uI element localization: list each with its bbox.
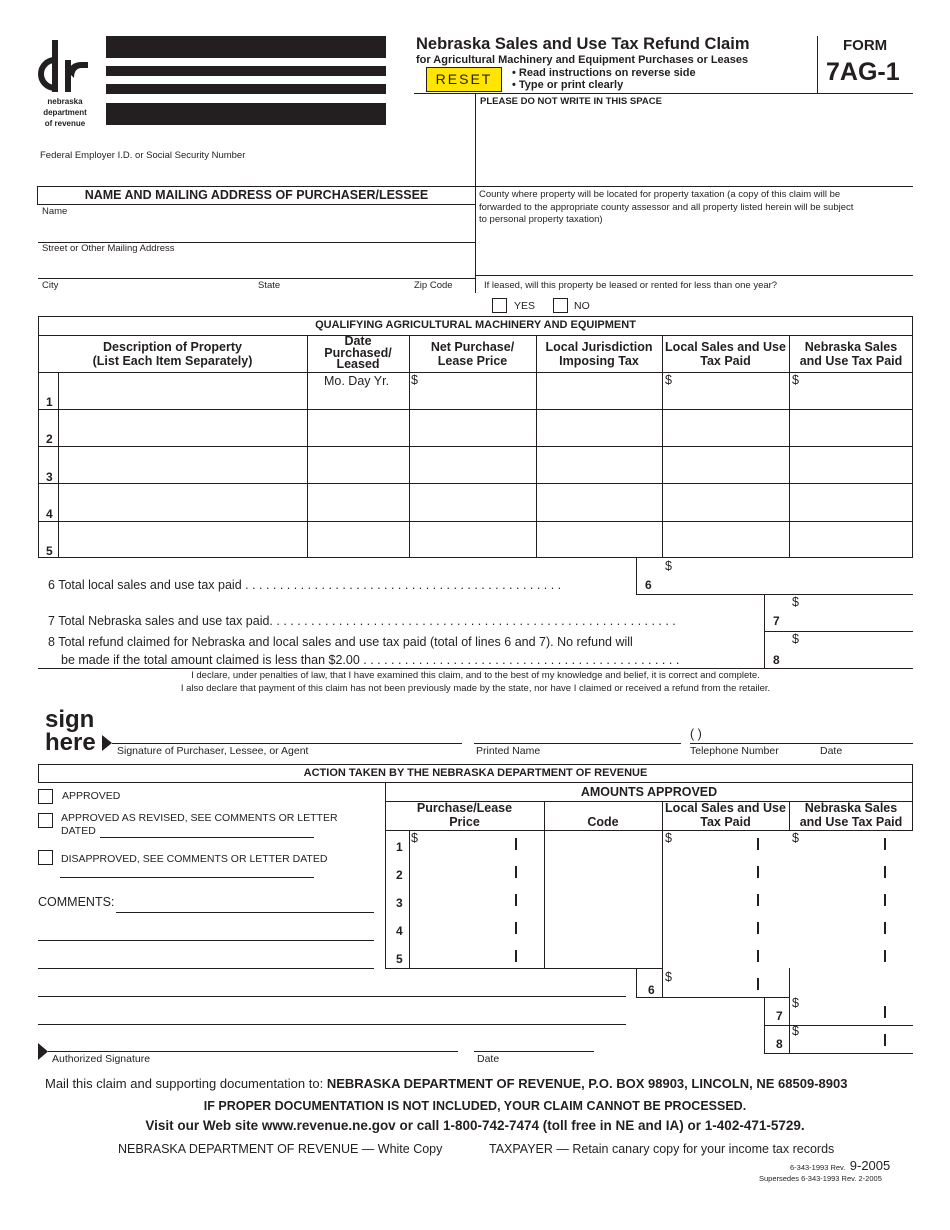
yes-label: YES <box>514 300 536 312</box>
row-number: 4 <box>46 507 53 521</box>
declaration: I declare, under penalties of law, that I have examined this claim, and to the best of my knowledge and belief, it is correct and complete. I also declare that payment of this claim has not been previously made by the state, nor have I claimed or received a refund from the retailer. <box>180 670 771 694</box>
fein-label: Federal Employer I.D. or Social Security Number <box>40 150 246 161</box>
office-use-notice: PLEASE DO NOT WRITE IN THIS SPACE <box>480 96 662 107</box>
comments-label: COMMENTS: <box>38 895 115 909</box>
documentation-warning: IF PROPER DOCUMENTATION IS NOT INCLUDED, YOUR CLAIM CANNOT BE PROCESSED. <box>203 1099 747 1113</box>
arrow-right-icon <box>38 1043 48 1060</box>
signature-field[interactable] <box>116 722 456 742</box>
row-number: 3 <box>396 896 403 910</box>
white-copy-note: NEBRASKA DEPARTMENT OF REVENUE — White Copy <box>118 1142 443 1156</box>
line7-number: 7 <box>776 1009 783 1023</box>
line7-label: 7 Total Nebraska sales and use tax paid. . . . . . . . . . . . . . . . . . . . . . . . . . . . . . . . . . . . . . . . . . . . . . . . . . . . . . . . . . . <box>48 614 676 628</box>
website-contact: Visit our Web site www.revenue.ne.gov or call 1-800-742-7474 (toll free in NE and IA) or 1-402-471-5729. <box>145 1118 805 1133</box>
col-local-approved: Local Sales and Use Tax Paid <box>665 801 786 829</box>
line6-label: 6 Total local sales and use tax paid . . . . . . . . . . . . . . . . . . . . . . . . . . . . . . . . . . . . . . . . . . . . . . <box>48 578 562 592</box>
amounts-approved-title: AMOUNTS APPROVED <box>580 785 718 799</box>
sign-here-label: sign here <box>45 706 96 756</box>
row-number: 3 <box>46 470 53 484</box>
dollar-sign: $ <box>665 970 672 984</box>
canary-copy-note: TAXPAYER — Retain canary copy for your income tax records <box>489 1142 835 1156</box>
col-date: Date Purchased/ Leased <box>324 334 392 371</box>
name-section-title: NAME AND MAILING ADDRESS OF PURCHASER/LESSEE <box>84 188 429 202</box>
col-nebraska-approved: Nebraska Sales and Use Tax Paid <box>799 801 903 829</box>
dollar-sign: $ <box>792 373 799 387</box>
street-field[interactable] <box>42 255 472 277</box>
dollar-sign: $ <box>665 559 672 573</box>
dollar-sign: $ <box>411 831 418 845</box>
dollar-sign: $ <box>665 831 672 845</box>
dollar-sign: $ <box>792 595 799 609</box>
form-label: FORM <box>843 37 888 54</box>
phone-parens: ( ) <box>690 727 702 741</box>
row-number: 5 <box>46 544 53 558</box>
telephone-label: Telephone Number <box>690 745 779 757</box>
dollar-sign: $ <box>792 831 799 845</box>
county-field[interactable] <box>479 230 909 270</box>
authorized-date-label: Date <box>477 1053 500 1065</box>
instruction-bullet: • Type or print clearly <box>512 79 624 91</box>
approved-label: APPROVED <box>62 790 121 802</box>
name-label: Name <box>42 206 68 217</box>
row-number: 2 <box>46 432 53 446</box>
reset-button[interactable]: RESET <box>426 67 502 92</box>
zip-field[interactable] <box>414 293 474 313</box>
dollar-sign: $ <box>665 373 672 387</box>
line8-number: 8 <box>773 653 780 667</box>
line8-label-cont: be made if the total amount claimed is less than $2.00 . . . . . . . . . . . . . . . . . . . . . . . . . . . . . . . . . . . . . . . . . . . . . . <box>61 653 680 667</box>
col-net-price: Net Purchase/ Lease Price <box>430 340 515 368</box>
city-label: City <box>42 280 59 291</box>
dr-logo-icon <box>38 38 90 94</box>
row-number: 4 <box>396 924 403 938</box>
redaction-bar <box>106 36 386 58</box>
fein-field[interactable] <box>40 162 470 182</box>
yes-checkbox[interactable] <box>492 298 507 313</box>
dollar-sign: $ <box>792 632 799 646</box>
redaction-bar <box>106 103 386 125</box>
row-number: 5 <box>396 952 403 966</box>
instruction-bullet: • Read instructions on reverse side <box>512 67 696 79</box>
line7-number: 7 <box>773 614 780 628</box>
telephone-field[interactable] <box>748 722 808 742</box>
state-label: State <box>258 280 281 291</box>
signature-label: Signature of Purchaser, Lessee, or Agent <box>117 745 309 757</box>
form-number: 7AG-1 <box>826 58 900 86</box>
zip-label: Zip Code <box>414 280 453 291</box>
col-purchase-price: Purchase/Lease Price <box>416 801 513 829</box>
line6-number: 6 <box>645 578 652 592</box>
county-instructions: County where property will be located for property taxation (a copy of this claim will be forwarded to the appropriate county assessor and all property listed herein will be subject to personal property taxation) <box>479 189 854 225</box>
col-code: Code <box>587 815 619 829</box>
form-subtitle: for Agricultural Machinery and Equipment Purchases or Leases <box>416 54 749 66</box>
date-format-hint: Mo. Day Yr. <box>324 374 390 388</box>
department-name: nebraska department of revenue <box>43 97 87 128</box>
date-field[interactable] <box>820 722 910 742</box>
row-number: 1 <box>396 840 403 854</box>
approved-checkbox[interactable] <box>38 789 53 804</box>
approved-revised-label: APPROVED AS REVISED, SEE COMMENTS OR LETTER DATED <box>61 812 338 837</box>
printed-name-label: Printed Name <box>476 745 541 757</box>
row-number: 1 <box>46 395 53 409</box>
city-field[interactable] <box>42 293 242 313</box>
arrow-right-icon <box>102 735 112 751</box>
dollar-sign: $ <box>411 373 418 387</box>
dollar-sign: $ <box>792 1024 799 1038</box>
dor-logo <box>38 38 90 94</box>
name-field[interactable] <box>42 218 472 240</box>
disapproved-label: DISAPPROVED, SEE COMMENTS OR LETTER DATED <box>61 853 328 865</box>
approved-revised-checkbox[interactable] <box>38 813 53 828</box>
mail-instruction: Mail this claim and supporting documentation to: NEBRASKA DEPARTMENT OF REVENUE, P.O. BOX 98903, LINCOLN, NE 68509-8903 <box>45 1076 848 1091</box>
redaction-bar <box>106 84 386 94</box>
street-label: Street or Other Mailing Address <box>42 243 175 254</box>
qualifying-title: QUALIFYING AGRICULTURAL MACHINERY AND EQUIPMENT <box>315 319 636 331</box>
no-label: NO <box>574 300 590 312</box>
revision-info: 6-343-1993 Rev. 9-2005 <box>790 1158 891 1173</box>
dollar-sign: $ <box>792 996 799 1010</box>
supersedes-info: Supersedes 6-343-1993 Rev. 2-2005 <box>759 1174 882 1183</box>
line6-number: 6 <box>648 983 655 997</box>
date-label: Date <box>820 745 843 757</box>
disapproved-checkbox[interactable] <box>38 850 53 865</box>
action-title: ACTION TAKEN BY THE NEBRASKA DEPARTMENT OF REVENUE <box>303 767 648 779</box>
col-local-jurisdiction: Local Jurisdiction Imposing Tax <box>545 340 653 368</box>
line8-label: 8 Total refund claimed for Nebraska and local sales and use tax paid (total of lines 6 and 7). No refund will <box>48 635 633 649</box>
printed-name-field[interactable] <box>476 722 676 742</box>
line8-number: 8 <box>776 1037 783 1051</box>
leased-question: If leased, will this property be leased or rented for less than one year? <box>484 280 778 291</box>
redaction-bar <box>106 66 386 76</box>
col-local-tax: Local Sales and Use Tax Paid <box>665 340 786 368</box>
authorized-signature-label: Authorized Signature <box>52 1053 151 1065</box>
form-title: Nebraska Sales and Use Tax Refund Claim <box>416 35 750 53</box>
col-nebraska-tax: Nebraska Sales and Use Tax Paid <box>799 340 903 368</box>
no-checkbox[interactable] <box>553 298 568 313</box>
state-field[interactable] <box>258 293 398 313</box>
row-number: 2 <box>396 868 403 882</box>
col-description: Description of Property (List Each Item Separately) <box>92 340 253 368</box>
